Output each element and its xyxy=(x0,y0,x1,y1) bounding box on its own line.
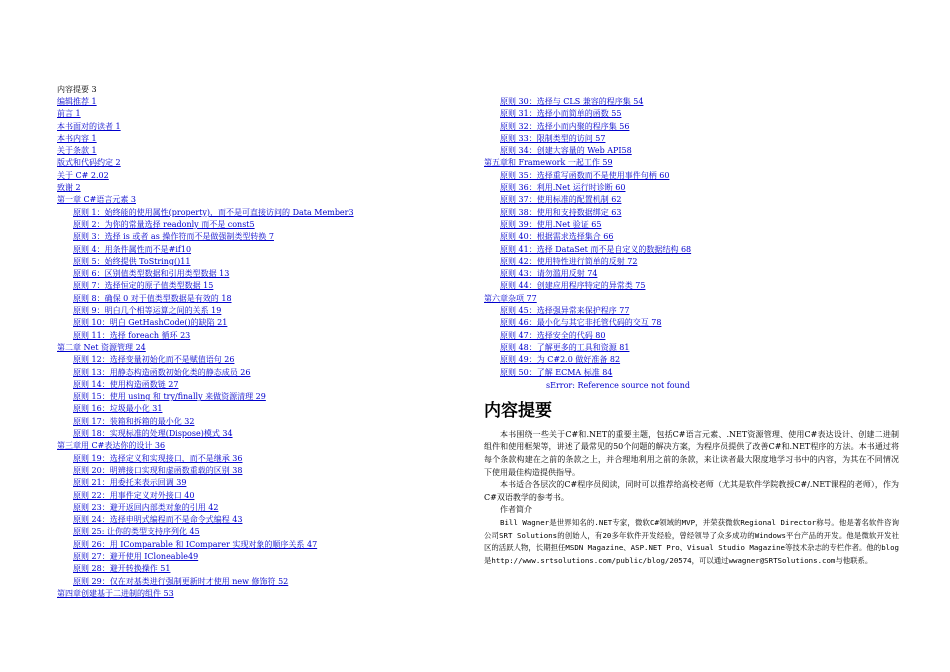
toc-link[interactable]: 第四章创建基于二进制的组件 53 xyxy=(57,588,174,598)
toc-link[interactable]: 原则 13：用静态构造函数初始化类的静态成员 26 xyxy=(73,367,251,377)
toc-rule-item xyxy=(57,551,477,563)
toc-link[interactable]: 原则 43：请勿滥用反射 74 xyxy=(500,269,598,279)
toc-rule-item xyxy=(57,514,477,526)
toc-link[interactable]: 原则 41：选择 DataSet 而不是自定义的数据结构 68 xyxy=(500,244,692,254)
toc-rule-item xyxy=(484,354,899,366)
toc-rule-item xyxy=(57,305,477,317)
toc-link[interactable]: 原则 21：用委托来表示回调 39 xyxy=(73,478,187,488)
toc-link[interactable]: 原则 20：明辨接口实现和虚函数重载的区别 38 xyxy=(73,465,243,475)
toc-link[interactable]: 前言 1 xyxy=(57,109,81,119)
toc-link[interactable]: 原则 6：区别值类型数据和引用类型数据 13 xyxy=(73,269,230,279)
toc-link[interactable]: 关于条款 1 xyxy=(57,146,97,156)
toc-rule-item xyxy=(484,231,899,243)
toc-rule-item xyxy=(484,367,899,379)
toc-rule-item xyxy=(57,231,477,243)
toc-link[interactable]: 原则 29：仅在对基类进行强制更新时才使用 new 修饰符 52 xyxy=(73,576,289,586)
toc-link[interactable]: 原则 42：使用特性进行简单的反射 72 xyxy=(500,256,638,266)
toc-link[interactable]: 原则 35：选择重写函数而不是使用事件句柄 60 xyxy=(500,170,670,180)
toc-link[interactable]: 原则 27：避开使用 ICloneable49 xyxy=(73,551,199,561)
toc-rule-item xyxy=(484,207,899,219)
toc-link[interactable]: 原则 32：选择小而内聚的程序集 56 xyxy=(500,121,630,131)
toc-link[interactable]: 原则 11：选择 foreach 循环 23 xyxy=(73,330,191,340)
toc-rule-item xyxy=(484,305,899,317)
toc-chapter-item xyxy=(57,133,477,145)
toc-rule-item xyxy=(484,219,899,231)
toc-title: 内容提要 3 xyxy=(57,85,97,94)
toc-chapter-item xyxy=(57,182,477,194)
toc-link[interactable]: 原则 1：始终能的使用属性(property)，而不是可直接访问的 Data Member3 xyxy=(73,207,354,217)
toc-link[interactable]: 原则 37：使用标准的配置机制 62 xyxy=(500,195,622,205)
toc-rule-item xyxy=(484,280,899,292)
toc-chapter-item xyxy=(57,194,477,206)
toc-rule-item xyxy=(57,256,477,268)
toc-rule-item xyxy=(57,563,477,575)
toc-chapter-item xyxy=(57,96,477,108)
toc-link[interactable]: 原则 26：用 IComparable 和 IComparer 实现对象的顺序关系 47 xyxy=(73,539,318,549)
toc-chapter-item xyxy=(57,157,477,169)
toc-rule-item xyxy=(57,379,477,391)
toc-rule-item xyxy=(57,367,477,379)
toc-link[interactable]: 版式和代码约定 2 xyxy=(57,158,121,168)
toc-link[interactable]: 原则 25: 让你的类型支持序列化 45 xyxy=(73,527,200,537)
toc-link[interactable]: 原则 8：确保 0 对于值类型数据是有效的 18 xyxy=(73,293,232,303)
toc-rule-item xyxy=(57,539,477,551)
author-paragraph: Bill Wagner是世界知名的.NET专家，微软C#领域的MVP，并荣获微软Regional Director称号。他是著名软件咨询公司SRT Solutions的创始人，有20多年软件开发经验，曾经领导了众多成功的Windows平台产品的开发。他是微软开发社区的活跃人物，长期担任MSDN Magazine、ASP.NET Pro、Visual Studio Magazine等技术杂志的专栏作者。他的blog是http://www.srtsolutions.com/public/blog/20574，可以通过wwagner@SRTSolutions.com与他联系。 xyxy=(484,517,899,565)
toc-rule-item xyxy=(57,453,477,465)
author-heading: 作者简介 xyxy=(500,505,532,515)
toc-chapter-item xyxy=(57,440,477,452)
toc-rule-item xyxy=(57,403,477,415)
toc-link[interactable]: 关于 C# 2.02 xyxy=(57,170,109,180)
section-heading: 内容提要 xyxy=(484,400,552,421)
toc-link[interactable]: 原则 24：选择申明式编程而不是命令式编程 43 xyxy=(73,515,243,525)
toc-rule-item xyxy=(57,477,477,489)
toc-rule-item xyxy=(57,576,477,588)
toc-link[interactable]: 原则 7：选择恒定的原子值类型数据 15 xyxy=(73,281,214,291)
toc-rule-item xyxy=(484,194,899,206)
toc-rule-item xyxy=(484,170,899,182)
toc-rule-item xyxy=(57,244,477,256)
toc-link[interactable]: 原则 49：为 C#2.0 做好准备 82 xyxy=(500,355,621,365)
toc-rule-item xyxy=(484,256,899,268)
toc-chapter-item xyxy=(57,588,477,600)
toc-rule-item xyxy=(484,244,899,256)
toc-link[interactable]: 原则 16：垃圾最小化 31 xyxy=(73,404,163,414)
toc-rule-item xyxy=(57,354,477,366)
toc-chapter-item xyxy=(57,121,477,133)
toc-rule-item xyxy=(484,182,899,194)
toc-rule-item xyxy=(484,96,899,108)
toc-link[interactable]: 原则 4：用条件属性而不是#if10 xyxy=(73,244,192,254)
toc-link[interactable]: 原则 34：创建大容量的 Web API58 xyxy=(500,146,632,156)
toc-link[interactable]: 原则 23：避开返回内部类对象的引用 42 xyxy=(73,502,219,512)
toc-rule-item xyxy=(484,145,899,157)
toc-chapter-item xyxy=(57,342,477,354)
toc-link[interactable]: 编辑推荐 1 xyxy=(57,97,97,106)
toc-rule-item xyxy=(57,219,477,231)
toc-link[interactable]: 原则 40：根据需求选择集合 66 xyxy=(500,232,614,242)
toc-link[interactable]: 原则 46：最小化与其它非托管代码的交互 78 xyxy=(500,318,662,328)
toc-link[interactable]: 原则 50：了解 ECMA 标准 84 xyxy=(500,367,613,377)
audience-paragraph: 本书适合各层次的C#程序员阅读，同时可以推荐给高校老师（尤其是软件学院教授C#/.NET课程的老师），作为C#双语教学的参考书。 xyxy=(484,480,899,502)
toc-link[interactable]: 原则 39：使用.Net 验证 65 xyxy=(500,219,602,229)
toc-rule-item xyxy=(57,268,477,280)
toc-rule-item xyxy=(484,268,899,280)
toc-link[interactable]: 第六章杂项 77 xyxy=(484,293,537,303)
toc-link[interactable]: 原则 48：了解更多的工具和资源 81 xyxy=(500,342,630,352)
toc-rule-item xyxy=(57,465,477,477)
toc-rule-item xyxy=(57,280,477,292)
toc-link[interactable]: 原则 30：选择与 CLS 兼容的程序集 54 xyxy=(500,97,644,106)
toc-link[interactable]: 原则 14：使用构造函数链 27 xyxy=(73,379,179,389)
toc-link[interactable]: 原则 18：实现标准的处理(Dispose)模式 34 xyxy=(73,429,233,439)
toc-list-left xyxy=(57,96,477,600)
toc-link[interactable]: 第三章用 C#表达你的设计 36 xyxy=(57,441,166,451)
toc-rule-item xyxy=(57,416,477,428)
toc-rule-item xyxy=(484,133,899,145)
toc-rule-item xyxy=(484,121,899,133)
toc-link[interactable]: 原则 36：利用.Net 运行时诊断 60 xyxy=(500,183,626,193)
toc-rule-item xyxy=(57,207,477,219)
toc-link[interactable]: 第一章 C#语言元素 3 xyxy=(57,195,136,205)
toc-link[interactable]: 第二章 Net 资源管理 24 xyxy=(57,342,146,352)
toc-link[interactable]: 原则 3：选择 is 或者 as 操作符而不是做强制类型转换 7 xyxy=(73,232,274,242)
toc-link[interactable]: 原则 22：用事件定义对外接口 40 xyxy=(73,490,195,500)
toc-rule-item xyxy=(484,108,899,120)
toc-link[interactable]: 原则 9：明白几个相等运算之间的关系 19 xyxy=(73,306,222,316)
toc-chapter-item xyxy=(484,293,899,305)
toc-link[interactable]: 原则 33：限制类型的访问 57 xyxy=(500,133,606,143)
toc-chapter-item xyxy=(57,170,477,182)
toc-rule-item xyxy=(57,490,477,502)
toc-right-column xyxy=(484,96,899,567)
toc-link[interactable]: 原则 12：选择变量初始化而不是赋值语句 26 xyxy=(73,355,235,365)
toc-rule-item xyxy=(57,317,477,329)
toc-rule-item xyxy=(57,391,477,403)
toc-link[interactable]: 原则 10：明白 GetHashCode()的缺陷 21 xyxy=(73,318,228,328)
toc-link[interactable]: 原则 2：为你的常量选择 readonly 而不是 const5 xyxy=(73,219,255,229)
reference-error: sError: Reference source not found xyxy=(546,380,690,390)
toc-rule-item xyxy=(57,330,477,342)
toc-link[interactable]: 第五章和 Framework 一起工作 59 xyxy=(484,158,613,168)
toc-link[interactable]: 原则 44：创建应用程序特定的异常类 75 xyxy=(500,281,646,291)
toc-link[interactable]: 原则 28：避开转换操作 51 xyxy=(73,564,171,574)
toc-rule-item xyxy=(57,526,477,538)
toc-link[interactable]: 原则 45：选择强异常来保护程序 77 xyxy=(500,306,630,316)
toc-link[interactable]: 本书面对的读者 1 xyxy=(57,121,121,131)
toc-link[interactable]: 原则 19：选择定义和实现接口，而不是继承 36 xyxy=(73,453,243,463)
toc-rule-item xyxy=(57,428,477,440)
toc-rule-item xyxy=(484,342,899,354)
toc-link[interactable]: 原则 47：选择安全的代码 80 xyxy=(500,330,606,340)
toc-chapter-item xyxy=(484,157,899,169)
toc-link[interactable]: 原则 15：使用 using 和 try/finally 来做资源清理 29 xyxy=(73,392,266,402)
toc-rule-item xyxy=(484,317,899,329)
toc-list-right xyxy=(484,96,899,379)
toc-link[interactable]: 本书内容 1 xyxy=(57,133,97,143)
toc-rule-item xyxy=(484,330,899,342)
summary-paragraph: 本书围绕一些关于C#和.NET的重要主题，包括C#语言元素、.NET资源管理、使用C#表达设计、创建二进制组件和使用框架等，讲述了最常见的50个问题的解决方案，为程序员提供了改善C#和.NET程序的方法。本书通过将每个条款构建在之前的条款之上，并合理地利用之前的条款，来让读者最大限度地学习书中的内容，为其在不同情况下使用最佳构造提供指导。 xyxy=(484,429,899,477)
toc-rule-item xyxy=(57,293,477,305)
toc-link[interactable]: 原则 38：使用和支持数据绑定 63 xyxy=(500,207,622,217)
toc-link[interactable]: 原则 17：装箱和拆箱的最小化 32 xyxy=(73,416,195,426)
toc-link[interactable]: 致谢 2 xyxy=(57,183,81,193)
toc-chapter-item xyxy=(57,108,477,120)
toc-left-column xyxy=(57,84,477,600)
toc-chapter-item xyxy=(57,145,477,157)
toc-link[interactable]: 原则 5：始终提供 ToString()11 xyxy=(73,256,191,266)
toc-link[interactable]: 原则 31：选择小而简单的函数 55 xyxy=(500,109,622,119)
toc-rule-item xyxy=(57,502,477,514)
